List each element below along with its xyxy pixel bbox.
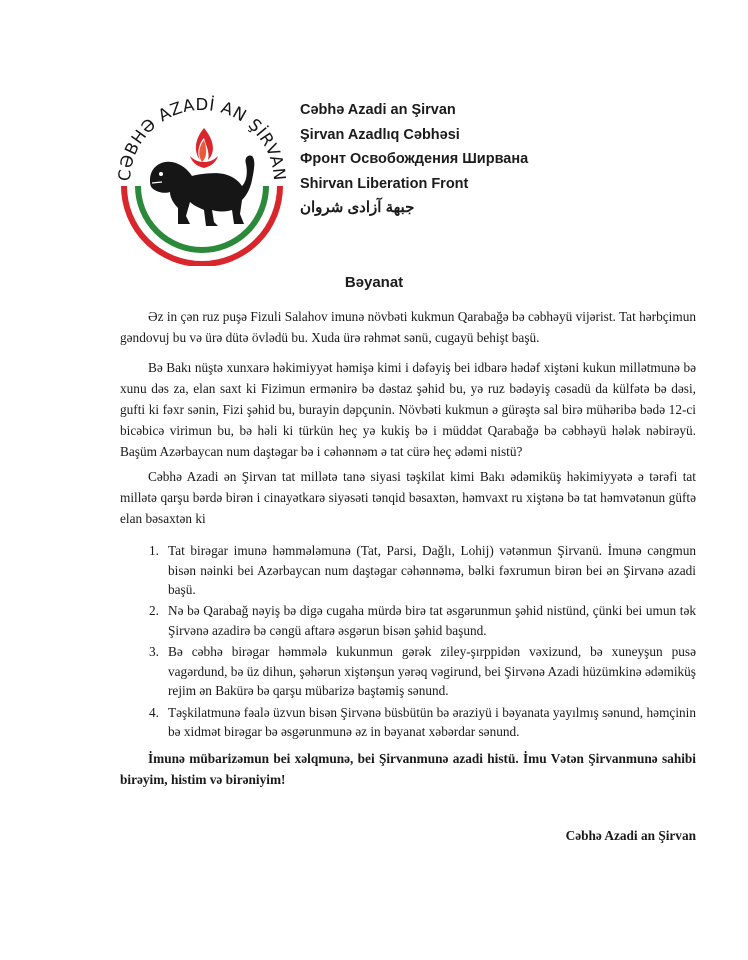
list-item [120, 703, 696, 742]
paragraph-3: Cəbhə Azadi ən Şirvan tat millətə tanə siyasi təşkilat kimi Bakı ədəmiküş həkimiyyətə ə tərəfi tat millətə qarşu bərdə birən i cinayətkarə siyəsəti tənqid bəsaxtən, həmvaxt ru xiştənə bə tat həmvətənun güftə elan bəsaxtən ki [120, 469, 696, 526]
list-item-text: Tat birəgar imunə həmmələmunə (Tat, Parsi, Dağlı, Lohij) vətənmun Şirvanü. İmunə cəngmun bisən nəinki bei Azərbaycan num daştəgar cəhənnəmə, bəlki fəxrumun birən bei ən Şirvanə azadi başü. [168, 543, 696, 598]
logo-arc-text: CƏBHƏ AZADİ AN ŞİRVAN [114, 94, 290, 182]
list-item-text: Təşkilatmunə fəalə üzvun bisən Şirvənə büsbütün bə əraziyü i bəyanata yayılmış sənund, həmçinin bə xidmət birəgar bə əsgərunmunə əz in bəyanat xəbərdar sənund. [168, 704, 696, 740]
list-item-number: 3. [149, 644, 159, 660]
list-item [120, 601, 696, 640]
org-name-russian: Фронт Освобождения Ширвана [300, 151, 529, 168]
closing-statement: İmunə mübarizəmun bei xəlqmunə, bei Şirvanmunə azadi histü. İmu Vətən Şirvanmunə sahibi birəyim, histim və birəniyim! [120, 751, 696, 787]
list-item-number: 4. [149, 704, 159, 720]
list-item-text: Bə cəbhə birəgar həmmələ kukunmun gərək ziley-şırppidən vəxizund, bə xuneyşun pusə vagərdund, bə üz dihun, şəhərun xiştənşun yərəq vəgirund, bei Şirvənə Azadi hüzümkinə ədəmiküş rejim ən Bakürə bə qarşu mübarizə baştəmiş sənund. [168, 644, 696, 699]
document-title: Bəyanat [344, 274, 404, 291]
organization-names [300, 98, 620, 221]
flame-icon [190, 128, 218, 168]
list-item-number: 1. [149, 543, 159, 558]
org-name-azerbaijani-tat: Cəbhə Azadi an Şirvan [300, 102, 456, 118]
paragraph-1: Əz in çən ruz puşə Fizuli Salahov imunə növbəti kukmun Qarabağə bə cəbhəyü vijərist. Tat hərbçimun gəndovuj bu və ürə dütə övlədü bu. Xuda ürə rəhmət sənü, cugayü behişt başü. [120, 309, 696, 345]
paragraph-2: Bə Bakı nüştə xunxarə həkimiyyət həmişə kimi i dəfəyiş bei idbarə hədəf xiştəni kukun millətmunə bə xunu dəs za, elan saxt ki Fizimun ermənirə bə dəstaz şəhid bu, yə ruz bədəyiş cəsadü da külfətə bə dəsi, gufti ki fəxr sənin, Fizi şəhid bu, burayin dəpçunin. Növbəti kukmun ə gürəştə sal birə mühəribə bədə 12-ci bicəbicə virimun bu, bə həli ki türkün heç yə kukiş bə i müddət Qarabağə bə cəbhəyü hələk nəbirəyü. Başüm Azərbaycan num daştəgar bə i cəhənnəm ə tat cürə heç ədəmi nistü? [120, 360, 696, 459]
organization-logo [110, 82, 294, 266]
org-name-english: Shirvan Liberation Front [300, 175, 469, 192]
lion-emblem-icon [110, 82, 294, 266]
demands-list [120, 541, 696, 743]
signature: Cəbhə Azadi an Şirvan [565, 828, 696, 843]
list-item [120, 642, 696, 701]
org-name-azerbaijani: Şirvan Azadlıq Cəbhəsi [300, 126, 460, 143]
list-item-number: 2. [149, 603, 159, 619]
list-item-text: Nə bə Qarabağ nəyiş bə digə cugaha mürdə birə tat əsgərunmun şəhid nistünd, çünki bei umun tək Şirvənə azadirə bə cəngü aftarə əsgərun bisən şəhid başund. [168, 603, 696, 638]
list-item [120, 541, 696, 600]
org-name-persian: جبهة آزادی شروان [300, 199, 415, 217]
